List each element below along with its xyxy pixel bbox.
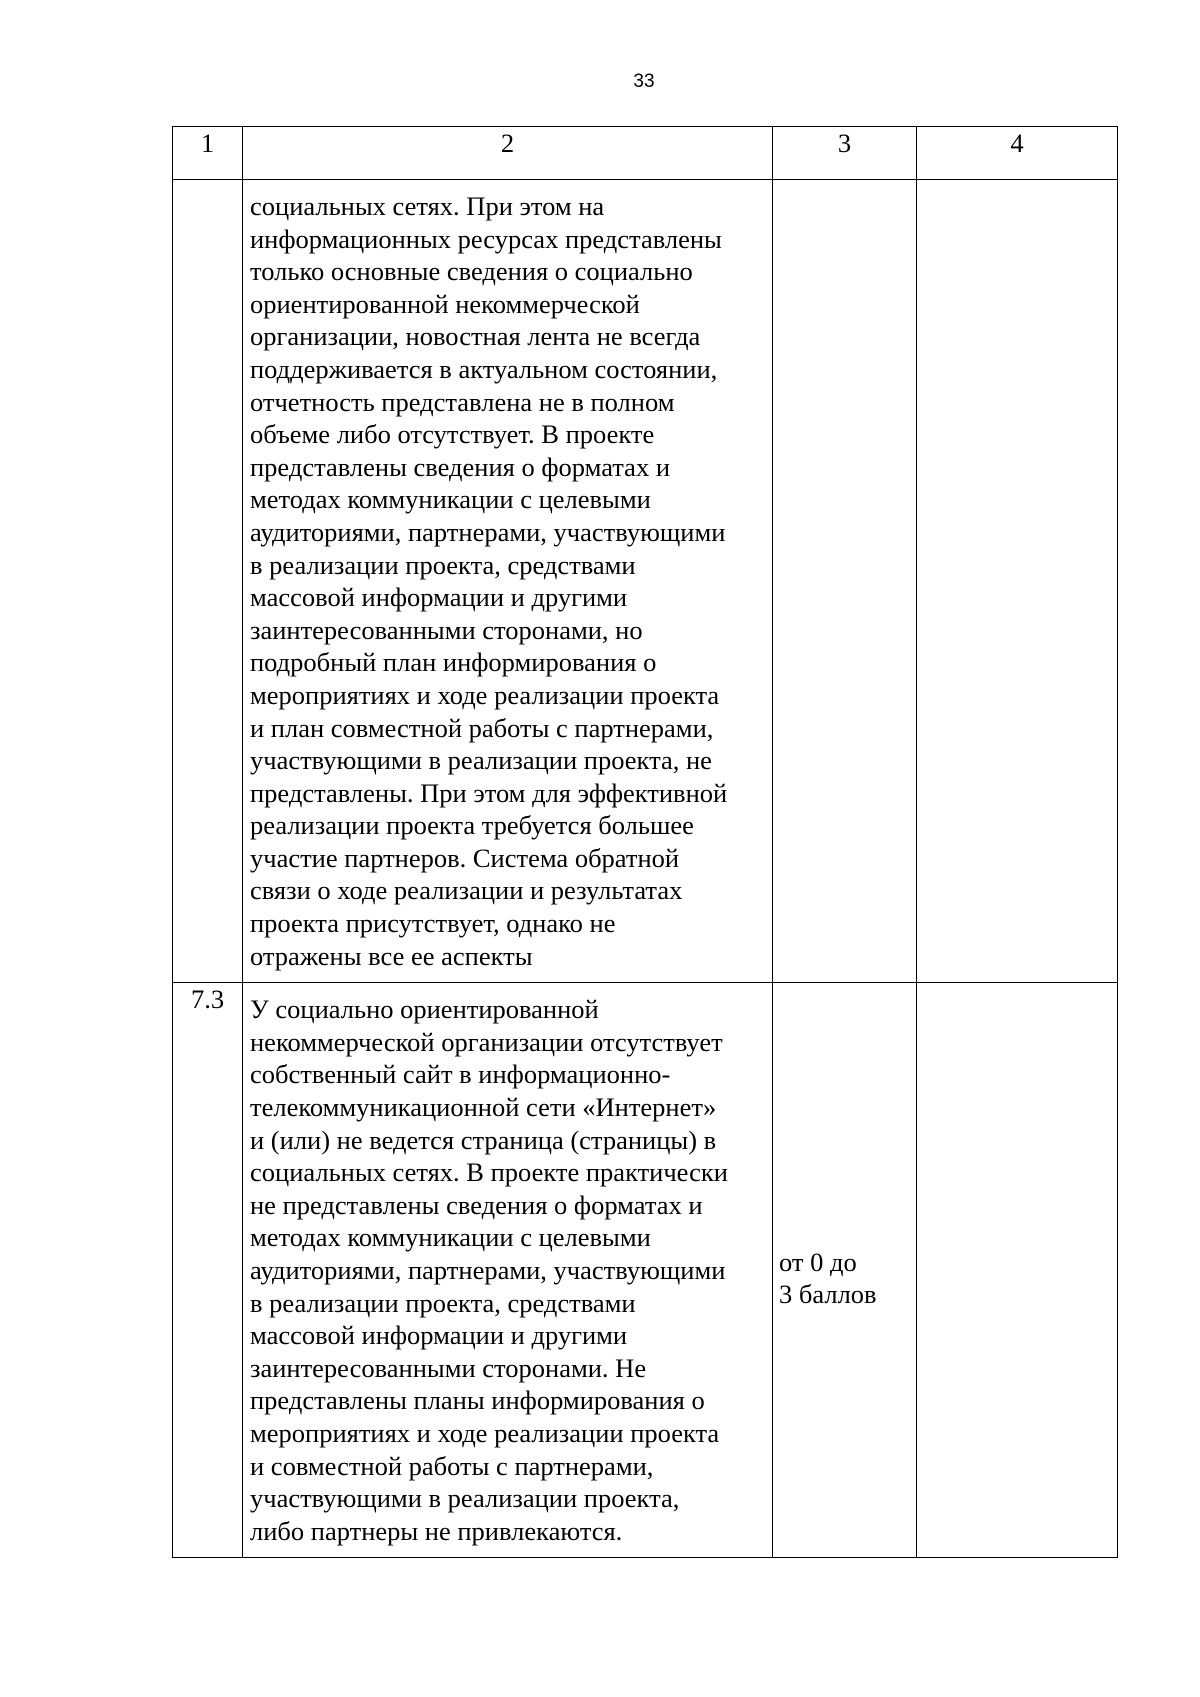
- page-number-text: 33: [633, 71, 655, 92]
- table-row: [173, 180, 1118, 983]
- column-header-3: 3: [773, 127, 917, 180]
- table-header-row: [173, 127, 1118, 180]
- score-cell: [773, 983, 917, 1558]
- score-cell: [773, 180, 917, 983]
- criterion-description-cell: [243, 983, 773, 1558]
- criterion-description-cell: [243, 180, 773, 983]
- column-header-2: 2: [243, 127, 773, 180]
- column-header-4: 4: [917, 127, 1118, 180]
- table-row: [173, 983, 1118, 1558]
- criterion-description-text: социальных сетях. При этом на информационных ресурсах представлены только основные сведения о социально ориентированной некоммерческой организации, новостная лента не всегда поддерживается в актуальном состоянии, отчетность представлена не в полном объеме либо отсутствует. В проекте представлены сведения о форматах и методах коммуникации с целевыми аудиториями, партнерами, участвующими в реализации проекта, средствами массовой информации и другими заинтересованными сторонами, но подробный план информирования о мероприятиях и ходе реализации проекта и план совместной работы с партнерами, участвующими в реализации проекта, не представлены. При этом для эффективной реализации проекта требуется большее участие партнеров. Система обратной связи о ходе реализации и результатах проекта присутствует, однако не отражены все ее аспекты: [250, 191, 728, 971]
- criteria-table: [172, 126, 1118, 1558]
- notes-cell: [917, 983, 1118, 1558]
- page-number: [0, 70, 1200, 94]
- score-text: от 0 до 3 баллов: [779, 1246, 877, 1310]
- row-number-cell: 7.3: [173, 983, 243, 1558]
- row-number-cell: [173, 180, 243, 983]
- criterion-description-text: У социально ориентированной некоммерческой организации отсутствует собственный сайт в информационно- телекоммуникационной сети «Интернет» и (или) не ведется страница (страницы) в социальных сетях. В проекте практически не представлены сведения о форматах и методах коммуникации с целевыми аудиториями, партнерами, участвующими в реализации проекта, средствами массовой информации и другими заинтересованными сторонами. Не представлены планы информирования о мероприятиях и ходе реализации проекта и совместной работы с партнерами, участвующими в реализации проекта, либо партнеры не привлекаются.: [250, 994, 728, 1546]
- column-header-1: 1: [173, 127, 243, 180]
- notes-cell: [917, 180, 1118, 983]
